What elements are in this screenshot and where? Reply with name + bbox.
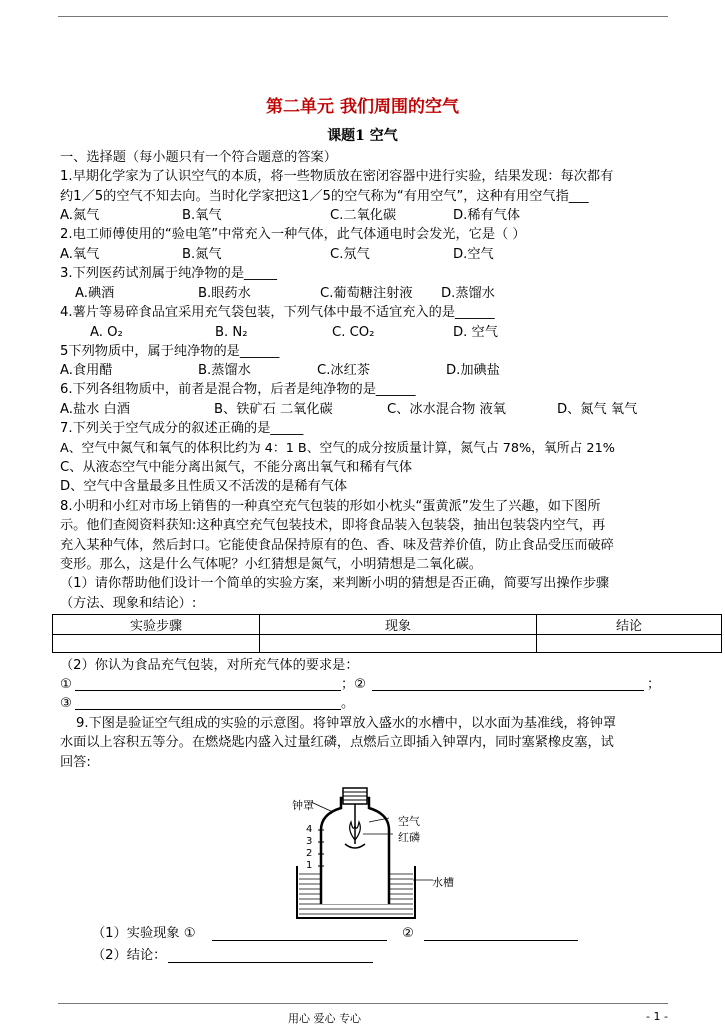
q9-sub1-label: （1）实验现象 ① (92, 926, 196, 941)
q5-option-d: D.加碘盐 (446, 363, 500, 378)
q3-option-d: D.蒸馏水 (441, 286, 495, 301)
q8-blank2-mark: ；② (341, 677, 367, 692)
q6-line1: 6.下列各组物质中，前者是混合物，后者是纯净物的是______ (60, 382, 416, 397)
table-row (53, 635, 722, 653)
q1-option-c: C.二氧化碳 (330, 208, 397, 223)
q7-option-ab: A、空气中氮气和氧气的体积比约为 4：1 B、空气的成分按质量计算，氮气占 78%，氧所占 21% (60, 441, 615, 456)
q4-option-a: A. O₂ (90, 325, 123, 340)
q4-option-c: C. CO₂ (332, 325, 375, 340)
q8-blank2[interactable] (372, 690, 644, 691)
q9-line1: 9.下图是验证空气组成的实验的示意图。将钟罩放入盛水的水槽中，以水面为基准线，将钟罩 (76, 716, 617, 731)
q9-sub1-blank1[interactable] (212, 940, 387, 941)
q7-line1: 7.下列关于空气成分的叙述正确的是_____ (60, 421, 304, 436)
q3-option-b: B.眼药水 (198, 286, 251, 301)
q8-sub2: （2）你认为食品充气包装，对所充气体的要求是： (60, 658, 359, 673)
page-number: - 1 - (646, 1010, 668, 1023)
label-air: 空气 (398, 815, 420, 828)
q6-option-c: C、冰水混合物 液氧 (387, 402, 506, 417)
q9-sub2-label: （2）结论： (92, 948, 167, 963)
table-cell-steps[interactable] (53, 635, 260, 653)
q5-option-c: C.冰红茶 (317, 363, 370, 378)
q5-option-b: B.蒸馏水 (198, 363, 251, 378)
table-cell-conclusion[interactable] (537, 635, 722, 653)
q2-line1: 2.电工师傅使用的“验电笔”中常充入一种气体，此气体通电时会发光，它是（ ） (60, 227, 526, 242)
q3-line1: 3.下列医药试剂属于纯净物的是_____ (60, 266, 277, 281)
q8-line2: 示。他们查阅资料获知:这种真空充气包装技术，即将食品装入包装袋，抽出包装袋内空气，再 (60, 518, 606, 533)
section-label: 一、选择题（每小题只有一个符合题意的答案） (60, 150, 337, 165)
q2-option-d: D.空气 (453, 247, 494, 262)
q9-sub2-blank[interactable] (168, 962, 373, 963)
q9-line3: 回答: (60, 755, 91, 770)
q4-line1: 4.薯片等易碎食品宜采用充气袋包装，下列气体中最不适宜充入的是______ (60, 305, 495, 320)
experiment-table (52, 614, 722, 653)
q8-blank3[interactable] (75, 709, 341, 710)
q2-option-c: C.氖气 (330, 247, 370, 262)
q8-blank1-mark: ① (60, 677, 72, 692)
q6-option-b: B、铁矿石 二氧化碳 (214, 402, 333, 417)
q5-option-a: A.食用醋 (60, 363, 113, 378)
label-mark-4: 4 (306, 824, 313, 835)
q1-line2: 约1／5的空气不知去向。当时化学家把这1／5的空气称为“有用空气”，这种有用空气指___ (60, 189, 589, 204)
header-rule (58, 16, 668, 17)
q9-line2: 水面以上容积五等分。在燃烧匙内盛入过量红磷，点燃后立即插入钟罩内，同时塞紧橡皮塞，试 (60, 735, 614, 750)
label-phosphorus: 红磷 (398, 831, 420, 844)
q8-line4: 变形。那么，这是什么气体呢？小红猜想是氮气，小明猜想是二氧化碳。 (60, 557, 482, 572)
q1-option-d: D.稀有气体 (453, 208, 521, 223)
q7-option-c: C、从液态空气中能分离出氮气，不能分离出氧气和稀有气体 (60, 460, 413, 475)
page-title: 第二单元 我们周围的空气 (266, 97, 459, 117)
q3-option-c: C.葡萄糖注射液 (320, 286, 413, 301)
table-header-phenomenon: 现象 (260, 615, 537, 635)
q7-option-d: D、空气中含量最多且性质又不活泼的是稀有气体 (60, 479, 348, 494)
q1-option-b: B.氧气 (182, 208, 222, 223)
q8-sub1-line1: （1）请你帮助他们设计一个简单的实验方案，来判断小明的猜想是否正确，简要写出操作步骤 (60, 576, 610, 591)
footer-rule (58, 1003, 668, 1004)
q6-option-d: D、氮气 氧气 (557, 402, 638, 417)
q8-sub1-line2: （方法、现象和结论）: (60, 596, 197, 611)
label-bell-jar: 钟罩 (292, 799, 314, 812)
q8-blank1[interactable] (75, 690, 341, 691)
q8-blank3-mark: ③ (60, 696, 72, 711)
table-cell-phenomenon[interactable] (260, 635, 537, 653)
q3-option-a: A.碘酒 (75, 286, 115, 301)
q8-blank2-end: ； (647, 677, 661, 692)
label-trough: 水槽 (432, 876, 454, 889)
table-header-conclusion: 结论 (537, 615, 722, 635)
q5-line1: 5下列物质中，属于纯净物的是______ (60, 344, 280, 359)
footer-motto: 用心 爱心 专心 (288, 1012, 361, 1025)
q1-line1: 1.早期化学家为了认识空气的本质，将一些物质放在密闭容器中进行实验，结果发现：每次都有 (60, 169, 614, 184)
lesson-subtitle: 课题1 空气 (327, 128, 398, 144)
table-header-steps: 实验步骤 (53, 615, 260, 635)
q8-line3: 充入某种气体，然后封口。它能使食品保持原有的色、香、味及营养价值，防止食品受压而破碎 (60, 538, 614, 553)
q8-blank3-end: 。 (341, 696, 355, 711)
label-mark-3: 3 (306, 836, 313, 847)
q9-sub1-mark2: ② (402, 926, 414, 941)
q6-option-a: A.盐水 白酒 (60, 402, 130, 417)
q4-option-b: B. N₂ (215, 325, 248, 340)
q2-option-a: A.氧气 (60, 247, 100, 262)
q4-option-d: D. 空气 (453, 325, 498, 340)
label-mark-2: 2 (306, 848, 313, 859)
q9-sub1-blank2[interactable] (424, 940, 578, 941)
table-header-row (53, 615, 722, 635)
q8-line1: 8.小明和小红对市场上销售的一种真空充气包装的形如小枕头“蛋黄派”发生了兴趣，如下图所 (60, 499, 601, 514)
label-mark-1: 1 (306, 860, 313, 871)
q1-option-a: A.氮气 (60, 208, 100, 223)
q2-option-b: B.氮气 (182, 247, 222, 262)
